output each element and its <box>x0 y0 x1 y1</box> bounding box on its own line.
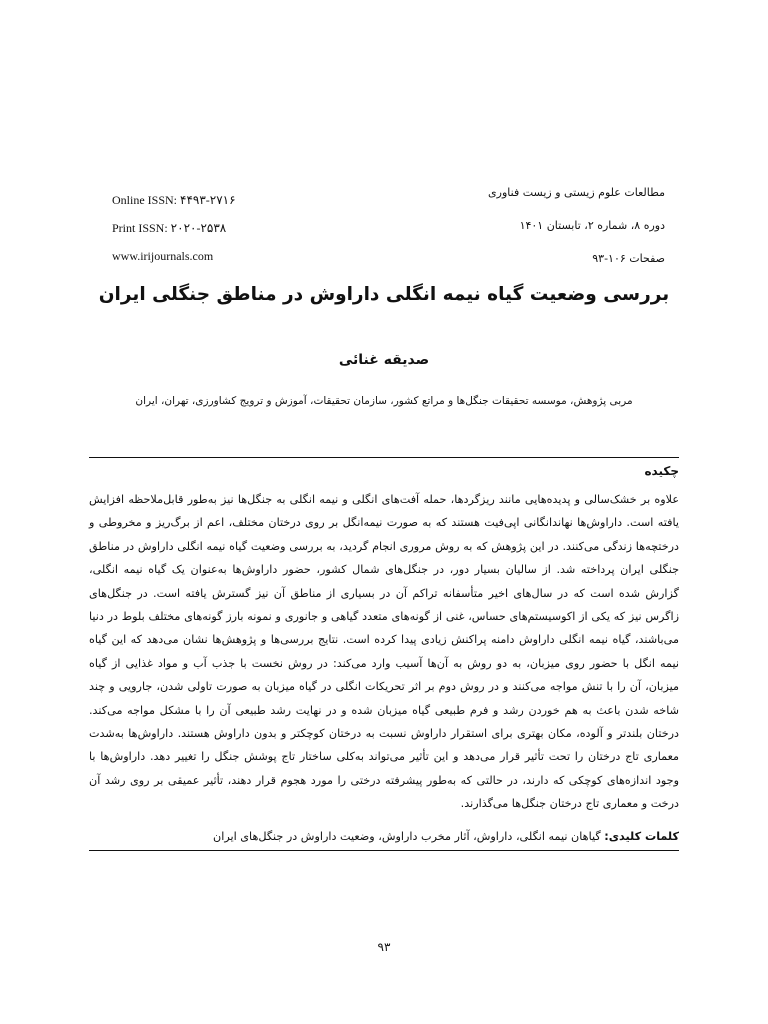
keywords-label: کلمات کلیدی: <box>604 830 679 843</box>
online-issn: Online ISSN: ۴۴۹۳-۲۷۱۶ <box>112 193 236 207</box>
author-name: صدیقه غنائی <box>338 352 430 368</box>
issn-block <box>112 186 332 270</box>
abstract-bottom-rule <box>89 850 679 851</box>
keywords-text: گیاهان نیمه انگلی، داراوش، آثار مخرب داراوش، وضعیت داراوش در جنگل‌های ایران <box>213 830 605 843</box>
abstract-body: علاوه بر خشک‌سالی و پدیده‌هایی مانند ریزگردها، حمله آفت‌های انگلی و نیمه انگلی به جنگل‌ها نیز به‌طور قابل‌ملاحظه افزایش یافته است. داراوش‌ها نهاندانگانی اپی‌فیت هستند که به صورت نیمه‌انگل بر روی درختان مختلف، اعم از برگ‌ریز و مخروطی و درختچه‌ها زندگی می‌کنند. در این پژوهش که به روش مروری انجام گردید، به بررسی وضعیت گیاه نیمه انگلی داراوش در مناطق جنگلی ایران پرداخته شد. از سالیان بسیار دور، در جنگل‌های شمال کشور، حضور داراوش‌ها به‌عنوان یک گیاه نیمه انگلی، گزارش شده است که در سال‌های اخیر متأسفانه تراکم آن در بسیاری از مناطق آن نیز گسترش یافته است. در جنگل‌های زاگرس نیز که یکی از اکوسیستم‌های حساس، غنی از گونه‌های متعدد گیاهی و جانوری و نمونه بارز گونه‌های مختلف بلوط در دنیا می‌باشند، گیاه نیمه انگلی داراوش دامنه پراکنش زیادی پیدا کرده است. نتایج بررسی‌ها و پژوهش‌ها نشان می‌دهد که این گیاه نیمه انگل با حضور روی میزبان، به دو روش به آن‌ها آسیب وارد می‌کند: در روش نخست با جذب آب و مواد غذایی از گیاه میزبان، آن را با تنش مواجه می‌کنند و در روش دوم بر اثر تحریکات انگلی در گیاه میزبان به صورت تاولی شدن، جارویی و چند شاخه شدن باعث به هم خوردن رشد و فرم طبیعی گیاه میزبان شده و در نهایت رشد طبیعی آن را با مشکل مواجه می‌کند. درختان بلندتر و آلوده، مکان بهتری برای استقرار داراوش نسبت به درختان کوچکتر و بدون داراوش هستند. داراوش‌ها به‌شدت معماری تاج درختان را تحت تأثیر قرار می‌دهد و این تأثیر می‌تواند به‌کلی ساختار تاج پوشش جنگل را تغییر دهد. داراوش‌ها با وجود اندازه‌های کوچکی که دارند، در حالتی که به‌طور پیشرفته درختی را مورد هجوم قرار دهند، تأثیر عمیقی بر روی رشد آن درخت و معماری تاج درختان جنگل‌ها می‌گذارند. <box>89 493 679 811</box>
journal-name: مطالعات علوم زیستی و زیست فناوری <box>488 186 665 199</box>
abstract-top-rule <box>89 457 679 458</box>
print-issn: Print ISSN: ۲۰۲۰-۲۵۳۸ <box>112 221 227 235</box>
journal-issue: دوره ۸، شماره ۲، تابستان ۱۴۰۱ <box>519 219 665 232</box>
journal-info <box>405 176 665 275</box>
abstract-heading: چکیده <box>644 464 679 478</box>
page-number: ۹۳ <box>377 940 391 954</box>
paper-title: بررسی وضعیت گیاه نیمه انگلی داراوش در مناطق جنگلی ایران <box>98 284 670 305</box>
author-affiliation: مربی پژوهش، موسسه تحقیقات جنگل‌ها و مراتع کشور، سازمان تحقیقات، آموزش و ترویج کشاورزی، تهران، ایران <box>135 395 633 407</box>
journal-website: www.irijournals.com <box>112 249 214 263</box>
journal-pages: صفحات ۱۰۶-۹۳ <box>592 252 665 265</box>
keywords-line <box>89 826 679 848</box>
